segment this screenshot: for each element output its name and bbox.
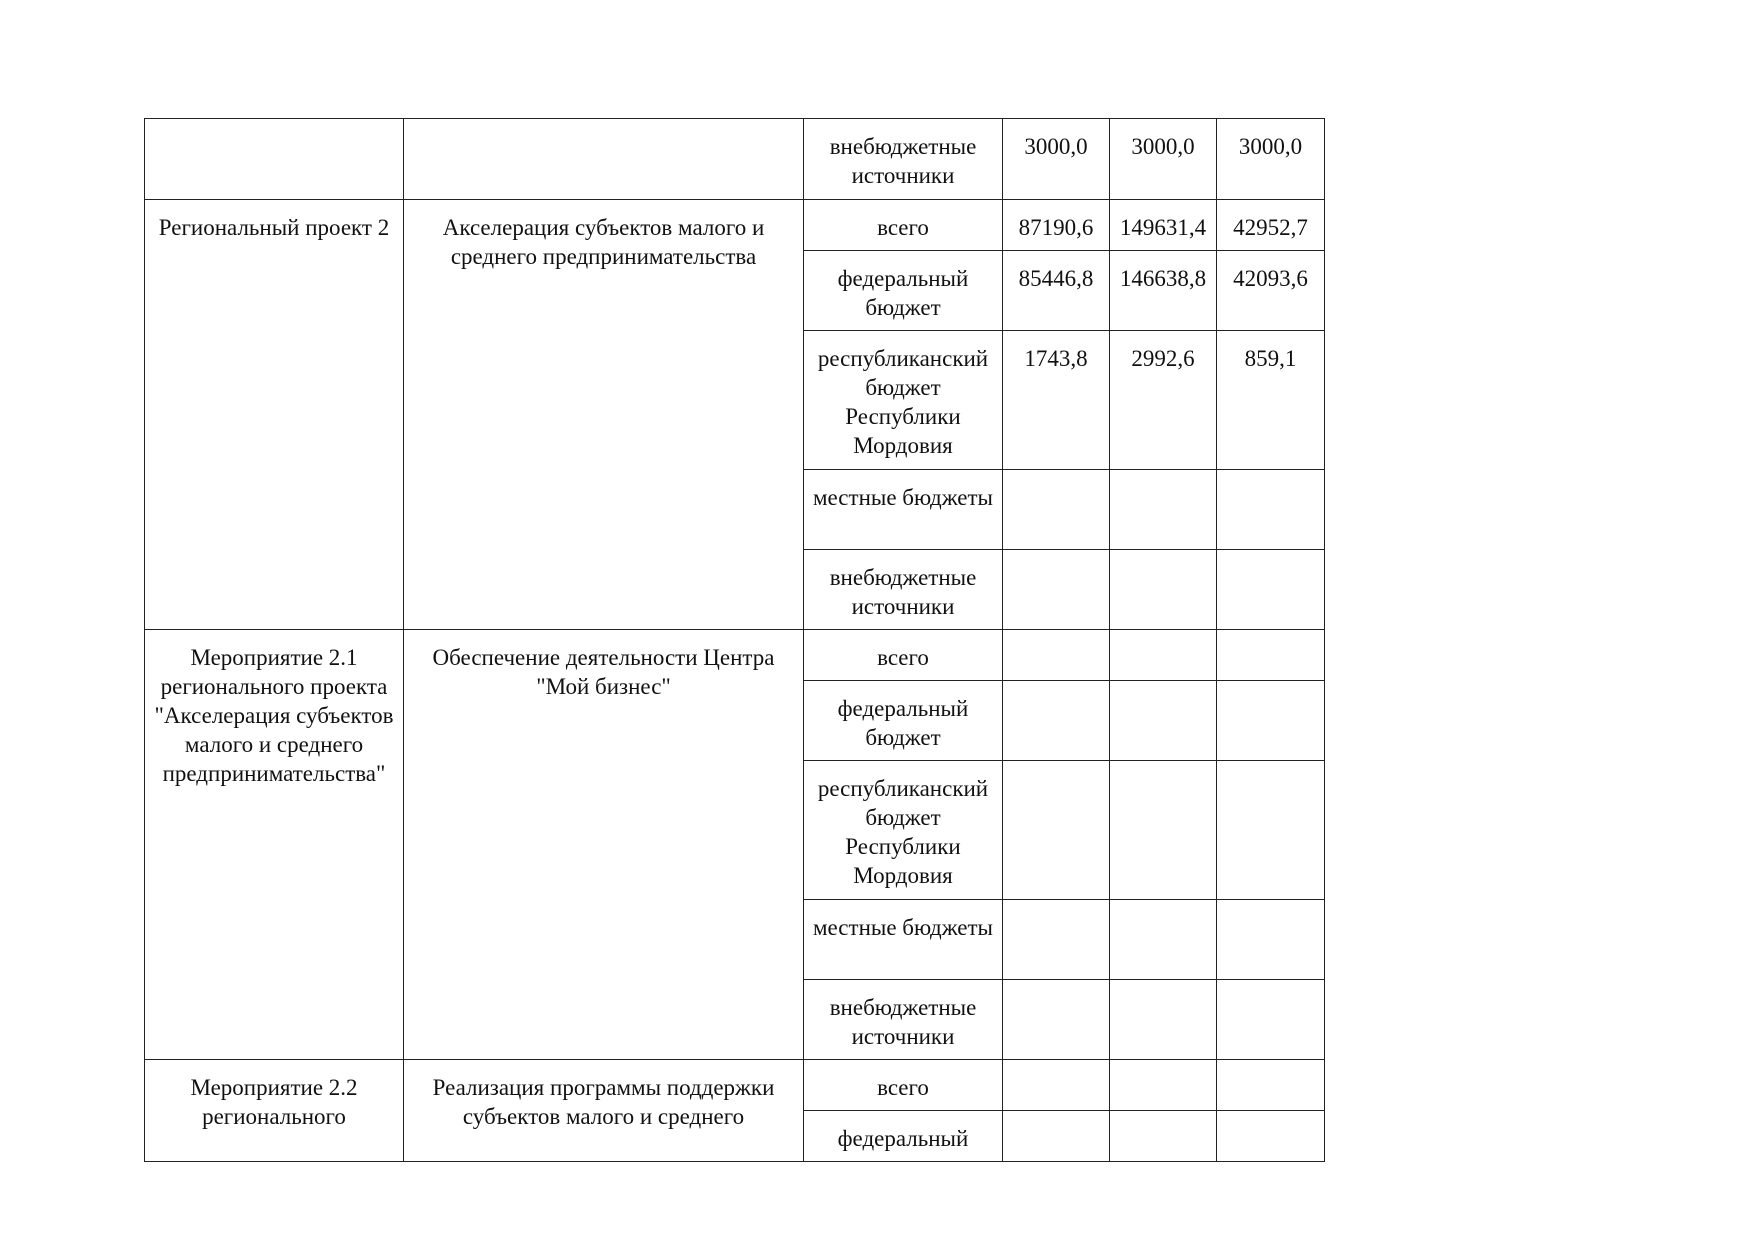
funding-source-cell: всего (804, 630, 1003, 681)
funding-source-cell: местные бюджеты (804, 470, 1003, 550)
funding-source-cell: федеральный бюджет (804, 251, 1003, 331)
table-row (145, 200, 1325, 251)
value-cell-year-3 (1217, 900, 1325, 980)
program-code-cell: Региональный проект 2 (145, 200, 404, 630)
value-cell-year-3 (1217, 1111, 1325, 1162)
table-row (145, 1060, 1325, 1111)
funding-source-cell: внебюджетные источники (804, 550, 1003, 630)
program-name-cell: Обеспечение деятельности Центра "Мой бизнес" (404, 630, 804, 1060)
funding-source-cell: республиканский бюджет Республики Мордовия (804, 331, 1003, 470)
budget-table (144, 118, 1325, 1162)
value-cell-year-1 (1003, 980, 1110, 1060)
table-row (145, 119, 1325, 200)
document-page (144, 118, 1325, 1162)
program-code-cell (145, 119, 404, 200)
value-cell-year-3 (1217, 681, 1325, 761)
value-cell-year-2: 149631,4 (1110, 200, 1217, 251)
value-cell-year-3: 3000,0 (1217, 119, 1325, 200)
value-cell-year-1 (1003, 470, 1110, 550)
funding-source-cell: местные бюджеты (804, 900, 1003, 980)
table-row (145, 630, 1325, 681)
value-cell-year-2 (1110, 550, 1217, 630)
funding-source-cell: внебюджетные источники (804, 980, 1003, 1060)
value-cell-year-1 (1003, 550, 1110, 630)
value-cell-year-3 (1217, 761, 1325, 900)
value-cell-year-1: 87190,6 (1003, 200, 1110, 251)
value-cell-year-1 (1003, 681, 1110, 761)
program-code-cell: Мероприятие 2.2 регионального (145, 1060, 404, 1162)
value-cell-year-1: 3000,0 (1003, 119, 1110, 200)
value-cell-year-1: 85446,8 (1003, 251, 1110, 331)
value-cell-year-3: 42093,6 (1217, 251, 1325, 331)
value-cell-year-2: 2992,6 (1110, 331, 1217, 470)
funding-source-cell: республиканский бюджет Республики Мордовия (804, 761, 1003, 900)
program-name-cell: Реализация программы поддержки субъектов малого и среднего (404, 1060, 804, 1162)
program-code-cell: Мероприятие 2.1 регионального проекта "Акселерация субъектов малого и среднего предпринимательства" (145, 630, 404, 1060)
value-cell-year-1 (1003, 900, 1110, 980)
value-cell-year-3: 859,1 (1217, 331, 1325, 470)
value-cell-year-2 (1110, 681, 1217, 761)
value-cell-year-2 (1110, 761, 1217, 900)
value-cell-year-2 (1110, 980, 1217, 1060)
value-cell-year-2 (1110, 900, 1217, 980)
program-name-cell (404, 119, 804, 200)
funding-source-cell: всего (804, 1060, 1003, 1111)
value-cell-year-1 (1003, 1111, 1110, 1162)
value-cell-year-2 (1110, 470, 1217, 550)
value-cell-year-3 (1217, 470, 1325, 550)
funding-source-cell: всего (804, 200, 1003, 251)
funding-source-cell: внебюджетные источники (804, 119, 1003, 200)
value-cell-year-1 (1003, 1060, 1110, 1111)
value-cell-year-3 (1217, 980, 1325, 1060)
funding-source-cell: федеральный бюджет (804, 681, 1003, 761)
value-cell-year-3 (1217, 630, 1325, 681)
funding-source-cell: федеральный (804, 1111, 1003, 1162)
value-cell-year-2 (1110, 630, 1217, 681)
value-cell-year-3: 42952,7 (1217, 200, 1325, 251)
value-cell-year-2 (1110, 1060, 1217, 1111)
value-cell-year-1 (1003, 630, 1110, 681)
value-cell-year-2 (1110, 1111, 1217, 1162)
value-cell-year-2: 146638,8 (1110, 251, 1217, 331)
value-cell-year-3 (1217, 1060, 1325, 1111)
program-name-cell: Акселерация субъектов малого и среднего предпринимательства (404, 200, 804, 630)
value-cell-year-3 (1217, 550, 1325, 630)
value-cell-year-1: 1743,8 (1003, 331, 1110, 470)
value-cell-year-1 (1003, 761, 1110, 900)
value-cell-year-2: 3000,0 (1110, 119, 1217, 200)
